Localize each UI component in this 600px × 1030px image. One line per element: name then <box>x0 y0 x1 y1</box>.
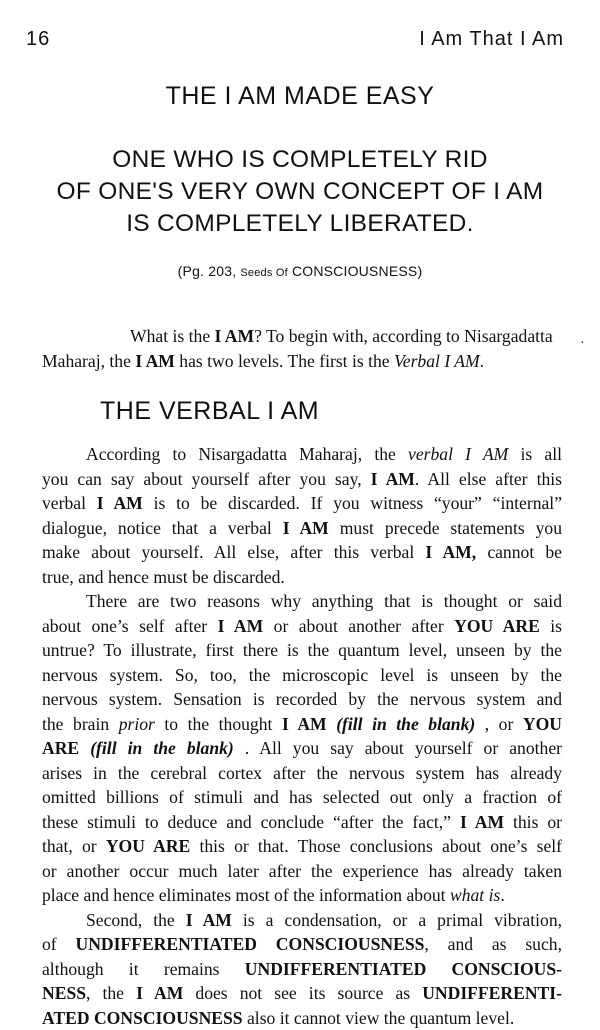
text-line: that, or YOU ARE this or that. Those conclusions about one’s self <box>42 834 562 859</box>
paragraph-1 <box>42 442 562 589</box>
paragraph-2 <box>42 589 562 908</box>
body-text <box>42 442 562 1030</box>
epigraph-quote <box>0 144 600 240</box>
text-line: ARE (fill in the blank) . All you say about yourself or another <box>42 736 562 761</box>
text-line: these stimuli to deduce and conclude “after the fact,” I AM this or <box>42 810 562 835</box>
text-line: ATED CONSCIOUSNESS also it cannot view the quantum level. <box>42 1006 562 1030</box>
text-line: untrue? To illustrate, first there is the quantum level, unseen by the <box>42 638 562 663</box>
page-header <box>26 28 564 56</box>
text-line: omitted billions of stimuli and has selected out only a fraction of <box>42 785 562 810</box>
quote-line: IS COMPLETELY LIBERATED. <box>0 208 600 240</box>
text-line: about one’s self after I AM or about another after YOU ARE is <box>42 614 562 639</box>
text-line: According to Nisargadatta Maharaj, the verbal I AM is all <box>42 442 562 467</box>
text-line: arises in the cerebral cortex after the nervous system has already <box>42 761 562 786</box>
text-line: the brain prior to the thought I AM (fill in the blank) , or YOU <box>42 712 562 737</box>
quote-line: OF ONE'S VERY OWN CONCEPT OF I AM <box>0 176 600 208</box>
text-line: you can say about yourself after you say, I AM. All else after this <box>42 467 562 492</box>
text-line: Maharaj, the I AM has two levels. The first is the Verbal I AM. <box>42 349 560 374</box>
text-line: or another occur much later after the experience has already taken <box>42 859 562 884</box>
text-line: although it remains UNDIFFERENTIATED CONSCIOUS- <box>42 957 562 982</box>
text-line: true, and hence must be discarded. <box>42 565 562 590</box>
text-line: make about yourself. All else, after this verbal I AM, cannot be <box>42 540 562 565</box>
text-line: of UNDIFFERENTIATED CONSCIOUSNESS, and as such, <box>42 932 562 957</box>
running-title: I Am That I Am <box>419 28 564 51</box>
text-line: NESS, the I AM does not see its source as UNDIFFERENTI- <box>42 981 562 1006</box>
text-line: What is the I AM? To begin with, according to Nisargadatta <box>42 324 560 349</box>
text-line: place and hence eliminates most of the information about what is. <box>42 883 562 908</box>
page-number: 16 <box>26 28 50 51</box>
text-line: dialogue, notice that a verbal I AM must precede statements you <box>42 516 562 541</box>
text-line: verbal I AM is to be discarded. If you witness “your” “internal” <box>42 491 562 516</box>
text-line: Second, the I AM is a condensation, or a primal vibration, <box>42 908 562 933</box>
margin-mark: · <box>580 336 585 352</box>
section-heading: THE VERBAL I AM <box>100 397 319 426</box>
text-line: There are two reasons why anything that is thought or said <box>42 589 562 614</box>
quote-line: ONE WHO IS COMPLETELY RID <box>0 144 600 176</box>
text-line: nervous system. Sensation is recorded by the nervous system and <box>42 687 562 712</box>
intro-paragraph <box>42 324 560 373</box>
text-line: nervous system. So, too, the microscopic level is unseen by the <box>42 663 562 688</box>
quote-citation: (Pg. 203, Seeds Of CONSCIOUSNESS) <box>0 263 600 279</box>
chapter-title: THE I AM MADE EASY <box>0 82 600 111</box>
paragraph-3 <box>42 908 562 1030</box>
